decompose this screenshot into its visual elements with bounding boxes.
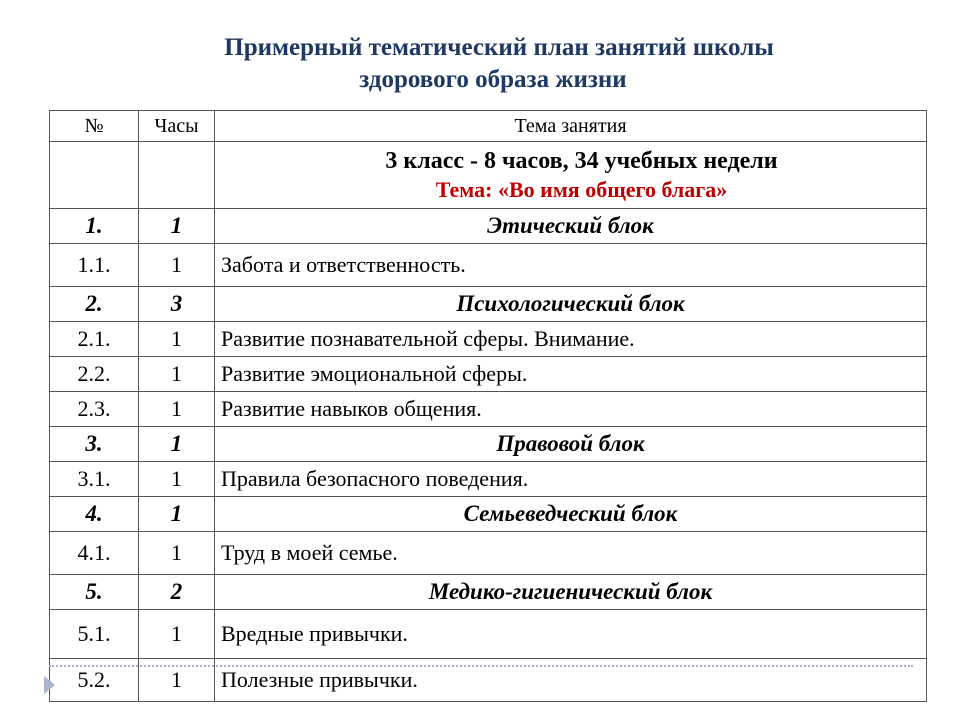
next-slide-arrow-icon[interactable] — [44, 676, 55, 694]
title-line-1: Примерный тематический план занятий школы — [224, 34, 774, 61]
row-topic: Развитие навыков общения. — [215, 392, 927, 427]
row-hours: 1 — [139, 244, 215, 287]
row-number: 5.2. — [50, 659, 139, 702]
row-hours: 1 — [139, 392, 215, 427]
row-number: 5.1. — [50, 610, 139, 659]
row-number: 2.3. — [50, 392, 139, 427]
class-info-row — [50, 142, 927, 209]
class-summary: 3 класс - 8 часов, 34 учебных недели — [385, 148, 778, 174]
row-number: 3. — [50, 427, 139, 462]
table-row — [50, 322, 927, 357]
row-hours: 1 — [139, 427, 215, 462]
lesson-plan-table — [49, 110, 927, 702]
table-row — [50, 532, 927, 575]
row-hours: 1 — [139, 659, 215, 702]
table-row-block — [50, 575, 927, 610]
row-topic: Забота и ответственность. — [215, 244, 927, 287]
row-topic: Развитие эмоциональной сферы. — [215, 357, 927, 392]
row-number: 1. — [50, 209, 139, 244]
row-hours: 1 — [139, 322, 215, 357]
table-row — [50, 610, 927, 659]
table-row-block — [50, 287, 927, 322]
table-row-block — [50, 209, 927, 244]
class-info-cell — [215, 142, 927, 209]
class-info-empty-hours — [139, 142, 215, 209]
slide-footer-divider — [49, 665, 913, 667]
table-row — [50, 244, 927, 287]
row-hours: 1 — [139, 610, 215, 659]
row-topic: Медико-гигиенический блок — [215, 575, 927, 610]
class-info-empty-num — [50, 142, 139, 209]
class-theme: Тема: «Во имя общего блага» — [435, 177, 728, 202]
row-topic: Правовой блок — [215, 427, 927, 462]
row-topic: Этический блок — [215, 209, 927, 244]
row-hours: 3 — [139, 287, 215, 322]
row-hours: 1 — [139, 209, 215, 244]
row-number: 4.1. — [50, 532, 139, 575]
table-row — [50, 392, 927, 427]
row-hours: 1 — [139, 357, 215, 392]
header-hours: Часы — [139, 111, 215, 142]
row-number: 2.2. — [50, 357, 139, 392]
row-number: 2.1. — [50, 322, 139, 357]
table-row-block — [50, 427, 927, 462]
row-number: 1.1. — [50, 244, 139, 287]
row-topic: Вредные привычки. — [215, 610, 927, 659]
table-row — [50, 357, 927, 392]
header-topic: Тема занятия — [215, 111, 927, 142]
title-line-2: здорового образа жизни — [359, 66, 627, 93]
row-topic: Психологический блок — [215, 287, 927, 322]
page-title — [0, 32, 960, 96]
row-topic: Правила безопасного поведения. — [215, 462, 927, 497]
row-number: 2. — [50, 287, 139, 322]
row-hours: 1 — [139, 497, 215, 532]
row-topic: Развитие познавательной сферы. Внимание. — [215, 322, 927, 357]
table-row-block — [50, 497, 927, 532]
row-number: 3.1. — [50, 462, 139, 497]
row-topic: Семьеведческий блок — [215, 497, 927, 532]
table-header-row — [50, 111, 927, 142]
row-topic: Труд в моей семье. — [215, 532, 927, 575]
row-hours: 1 — [139, 532, 215, 575]
row-number: 5. — [50, 575, 139, 610]
row-topic: Полезные привычки. — [215, 659, 927, 702]
header-number: № — [50, 111, 139, 142]
row-hours: 2 — [139, 575, 215, 610]
table-row — [50, 462, 927, 497]
row-number: 4. — [50, 497, 139, 532]
row-hours: 1 — [139, 462, 215, 497]
